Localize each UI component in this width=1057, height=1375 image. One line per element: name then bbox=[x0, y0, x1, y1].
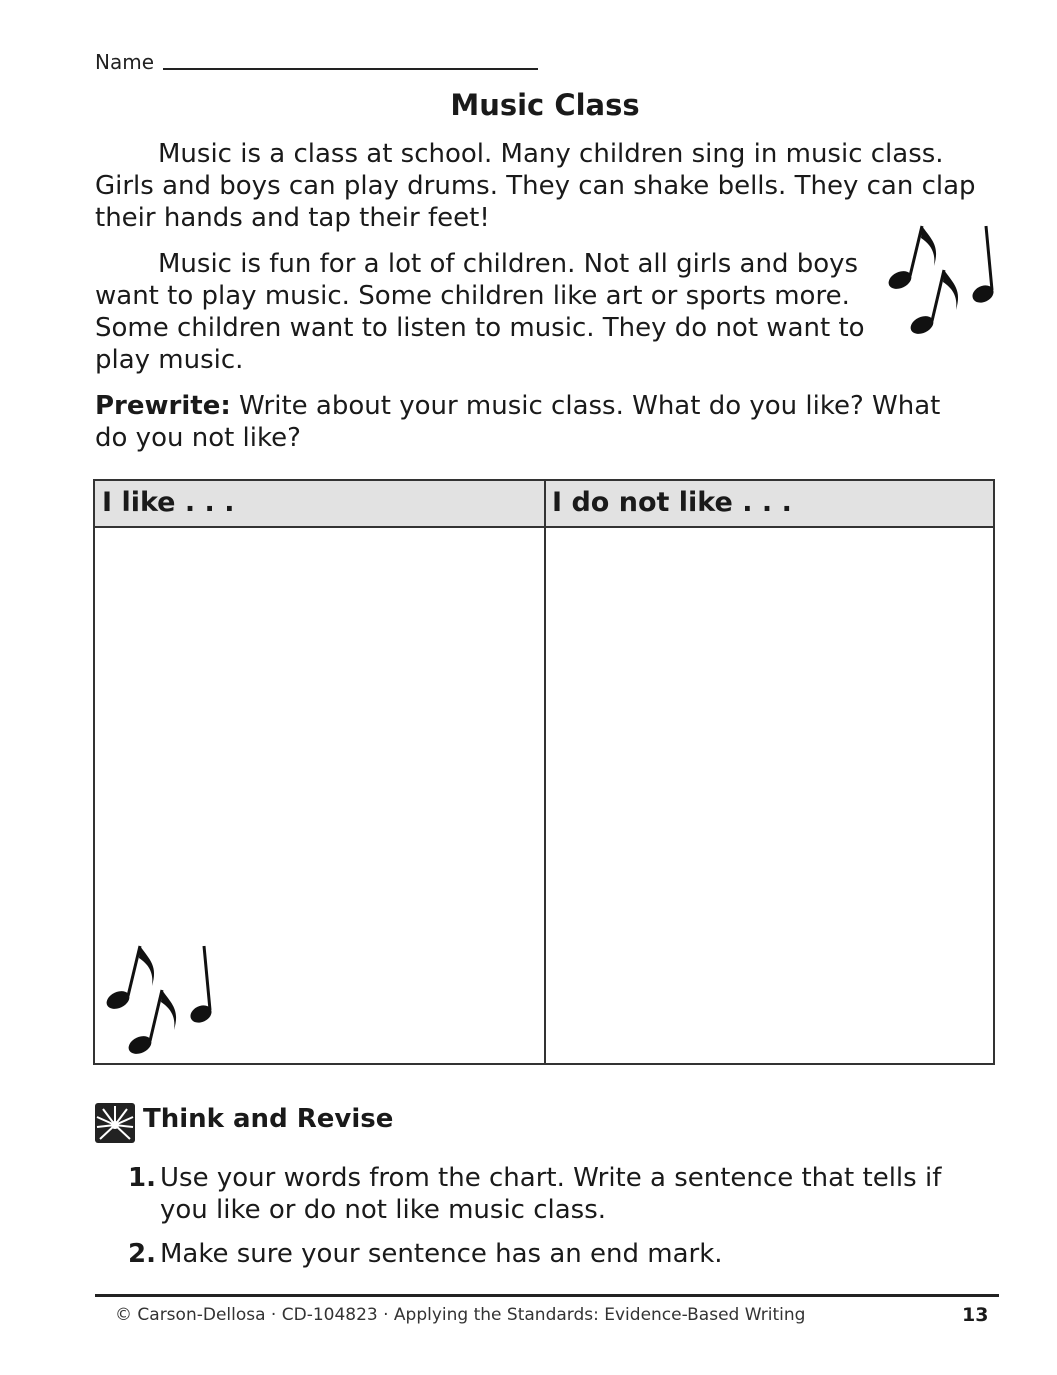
list-item bbox=[128, 1162, 988, 1226]
name-label: Name bbox=[95, 50, 155, 74]
chart-header-like: I like . . . bbox=[102, 487, 235, 518]
music-notes-icon bbox=[880, 218, 1000, 340]
prewrite-text: Write about your music class. What do you like? What do you not like? bbox=[95, 391, 941, 453]
passage-paragraph-2 bbox=[95, 248, 875, 376]
list-item-text: Make sure your sentence has an end mark. bbox=[160, 1239, 723, 1269]
page-number: 13 bbox=[962, 1304, 989, 1326]
passage-paragraph-1-text: Music is a class at school. Many children sing in music class. Girls and boys can play drums. They can shake bells. They can clap their hands and tap their feet! bbox=[95, 139, 976, 233]
list-item-number: 2. bbox=[128, 1239, 156, 1269]
page-title: Music Class bbox=[450, 88, 640, 122]
footer-credit: © Carson-Dellosa · CD-104823 · Applying the Standards: Evidence-Based Writing bbox=[115, 1305, 806, 1325]
dislike-writing-area[interactable] bbox=[546, 527, 993, 1063]
music-notes-icon bbox=[98, 938, 218, 1060]
chart-header-dislike: I do not like . . . bbox=[552, 487, 792, 518]
section-heading: Think and Revise bbox=[143, 1104, 394, 1134]
passage-paragraph-2-text: Music is fun for a lot of children. Not all girls and boys want to play music. Some children like art or sports more. Some children want to listen to music. They do not want to play music. bbox=[95, 249, 865, 375]
list-item bbox=[128, 1238, 988, 1270]
prewrite-label: Prewrite: bbox=[95, 391, 231, 421]
list-item-number: 1. bbox=[128, 1163, 156, 1193]
burst-icon bbox=[95, 1103, 135, 1143]
list-item-text: Use your words from the chart. Write a sentence that tells if you like or do not like music class. bbox=[160, 1163, 942, 1225]
prewrite-prompt bbox=[95, 390, 975, 454]
footer-divider bbox=[95, 1294, 999, 1297]
name-field[interactable] bbox=[163, 68, 538, 70]
passage-paragraph-1 bbox=[95, 138, 995, 234]
